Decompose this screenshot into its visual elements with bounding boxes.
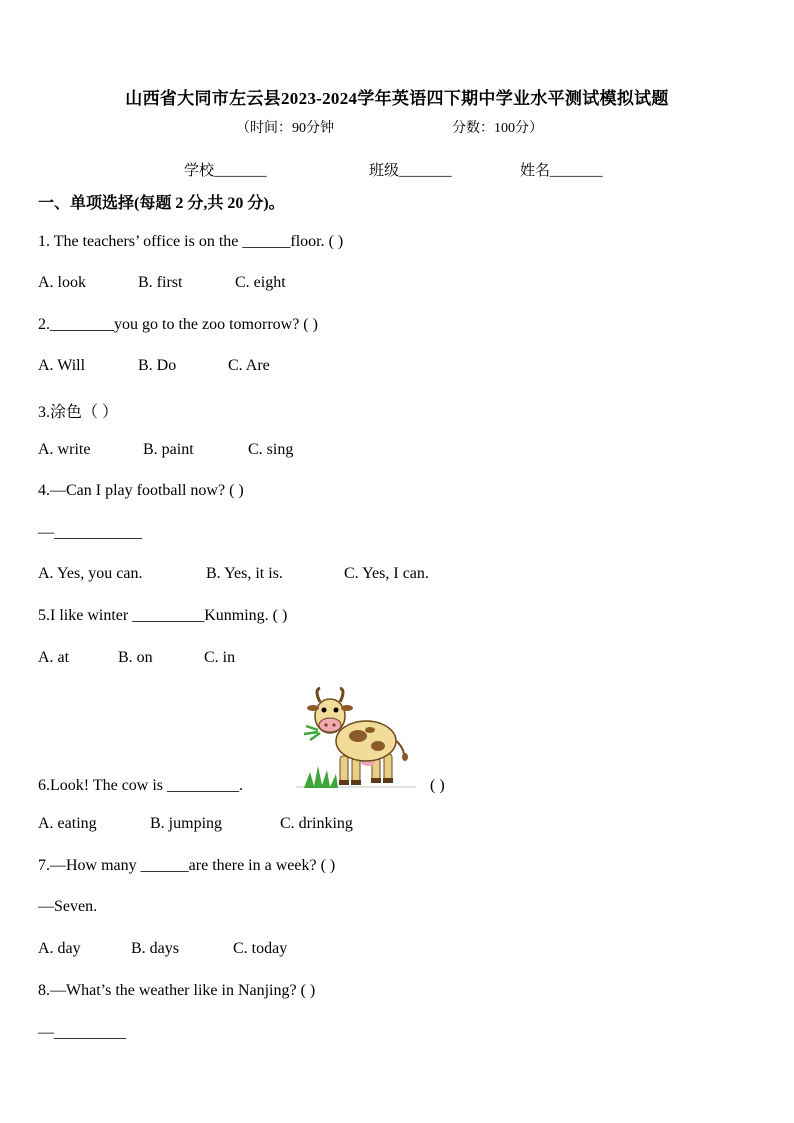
option-a: A. Will <box>38 357 86 374</box>
question-5-options <box>38 649 235 667</box>
option-a: A. eating <box>38 815 97 832</box>
exam-score: 分数：100分） <box>452 121 543 136</box>
exam-time: （时间：90分钟 <box>236 121 334 136</box>
question-2: 2.________you go to the zoo tomorrow? ( ) <box>38 316 318 333</box>
question-4-options <box>38 565 429 583</box>
question-5: 5.I like winter _________Kunming. ( ) <box>38 607 288 624</box>
question-3-options <box>38 441 293 459</box>
section-title: 一、单项选择(每题 2 分,共 20 分)。 <box>38 195 285 212</box>
option-c: C. eight <box>235 274 286 291</box>
option-c: C. in <box>204 649 236 666</box>
option-c: C. sing <box>248 441 294 458</box>
cow-eating-grass-illustration <box>296 686 420 792</box>
option-c: C. today <box>233 940 288 957</box>
option-c: C. Are <box>228 357 270 374</box>
question-3: 3.涂色（ ） <box>38 404 119 421</box>
option-a: A. write <box>38 441 91 458</box>
name-field: 姓名_______ <box>520 163 603 179</box>
question-8: 8.—What’s the weather like in Nanjing? ( ) <box>38 982 316 999</box>
question-1-options <box>38 274 286 292</box>
exam-title: 山西省大同市左云县2023-2024学年英语四下期中学业水平测试模拟试题 <box>125 89 669 108</box>
question-6: 6.Look! The cow is _________. <box>38 777 244 794</box>
option-c: C. drinking <box>280 815 353 832</box>
option-a: A. at <box>38 649 70 666</box>
question-4-answer-line: —___________ <box>38 524 142 541</box>
option-b: B. paint <box>143 441 194 458</box>
option-a: A. Yes, you can. <box>38 565 143 582</box>
option-b: B. jumping <box>150 815 223 832</box>
question-6-options <box>38 815 353 833</box>
school-field: 学校_______ <box>184 163 267 179</box>
option-b: B. Do <box>138 357 177 374</box>
question-2-options <box>38 357 270 375</box>
question-7-options <box>38 940 287 958</box>
option-c: C. Yes, I can. <box>344 565 429 582</box>
option-a: A. day <box>38 940 81 957</box>
option-a: A. look <box>38 274 86 291</box>
question-8-answer-line: —_________ <box>38 1024 126 1041</box>
question-1: 1. The teachers’ office is on the ______floor. ( ) <box>38 233 344 250</box>
question-7: 7.—How many ______are there in a week? ( ) <box>38 857 336 874</box>
question-6-paren: ( ) <box>430 777 445 794</box>
option-b: B. first <box>138 274 183 291</box>
option-b: B. Yes, it is. <box>206 565 283 582</box>
question-4: 4.—Can I play football now? ( ) <box>38 482 244 499</box>
class-field: 班级_______ <box>369 163 452 179</box>
question-7-answer-line: —Seven. <box>38 898 98 915</box>
option-b: B. days <box>131 940 179 957</box>
option-b: B. on <box>118 649 153 666</box>
